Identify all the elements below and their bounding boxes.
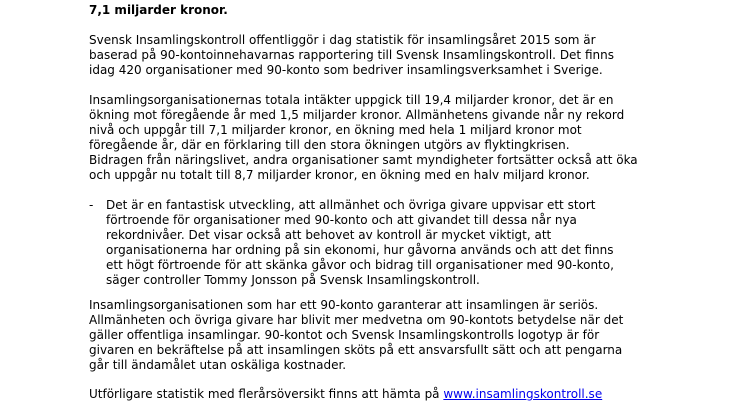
text-line: Svensk Insamlingskontroll offentliggör i dag statistik för insamlingsåret 2015 som är [89, 33, 596, 47]
closing-line [89, 387, 602, 402]
text-line: idag 420 organisationer med 90-konto som bedriver insamlingsverksamhet i Sverige. [89, 63, 603, 77]
text-line: och uppgår nu totalt till 8,7 miljarder kronor, en ökning med en halv miljard kronor. [89, 168, 590, 182]
text-line: gäller offentliga insamlingar. 90-kontot och Svensk Insamlingskontrolls logotyp är för [89, 328, 600, 342]
quote-line: Det är en fantastisk utveckling, att allmänhet och övriga givare uppvisar ett stort [106, 198, 596, 212]
text-line: Insamlingsorganisationernas totala intäkter uppgick till 19,4 miljarder kronor, det är en [89, 93, 614, 107]
text-line: går till ändamålet utan oskäliga kostnader. [89, 358, 347, 372]
quote-line: förtroende för organisationer med 90-konto och att givandet till dessa når nya [106, 213, 577, 227]
text-line: ökning mot föregående år med 1,5 miljarder kronor. Allmänhetens givande når ny rekord [89, 108, 625, 122]
text-line: givaren en bekräftelse på att insamlingen sköts på ett ansvarsfullt sätt och att pengarna [89, 343, 623, 357]
statistics-link[interactable]: www.insamlingskontroll.se [443, 387, 603, 401]
text-line: nivå och uppgår till 7,1 miljarder kronor, en ökning med hela 1 miljard kronor mot [89, 123, 582, 137]
text-line: Insamlingsorganisationen som har ett 90-konto garanterar att insamlingen är seriös. [89, 298, 599, 312]
text-line: Bidragen från näringslivet, andra organisationer samt myndigheter fortsätter också att öka [89, 153, 638, 167]
text-line: föregående år, där en förklaring till den stora ökningen utgörs av flyktingkrisen. [89, 138, 570, 152]
quote-line: organisationerna har ordning på sin ekonomi, hur gåvorna används och att det finns [106, 243, 614, 257]
quote-line: ett högt förtroende för att skänka gåvor och bidrag till organisationer med 90-konto, [106, 258, 614, 272]
text-line: Allmänheten och övriga givare har blivit mer medvetna om 90-kontots betydelse när det [89, 313, 624, 327]
text-line: baserad på 90-kontoinnehavarnas rapportering till Svensk Insamlingskontroll. Det finns [89, 48, 614, 62]
quote-line: säger controller Tommy Jonsson på Svensk Insamlingskontroll. [106, 273, 480, 287]
closing-text: Utförligare statistik med flerårsöversikt finns att hämta på [89, 387, 444, 401]
quote-line: rekordnivåer. Det visar också att behovet av kontroll är mycket viktigt, att [106, 228, 552, 242]
heading-line: 7,1 miljarder kronor. [89, 3, 228, 17]
quote-dash: - [89, 198, 94, 212]
